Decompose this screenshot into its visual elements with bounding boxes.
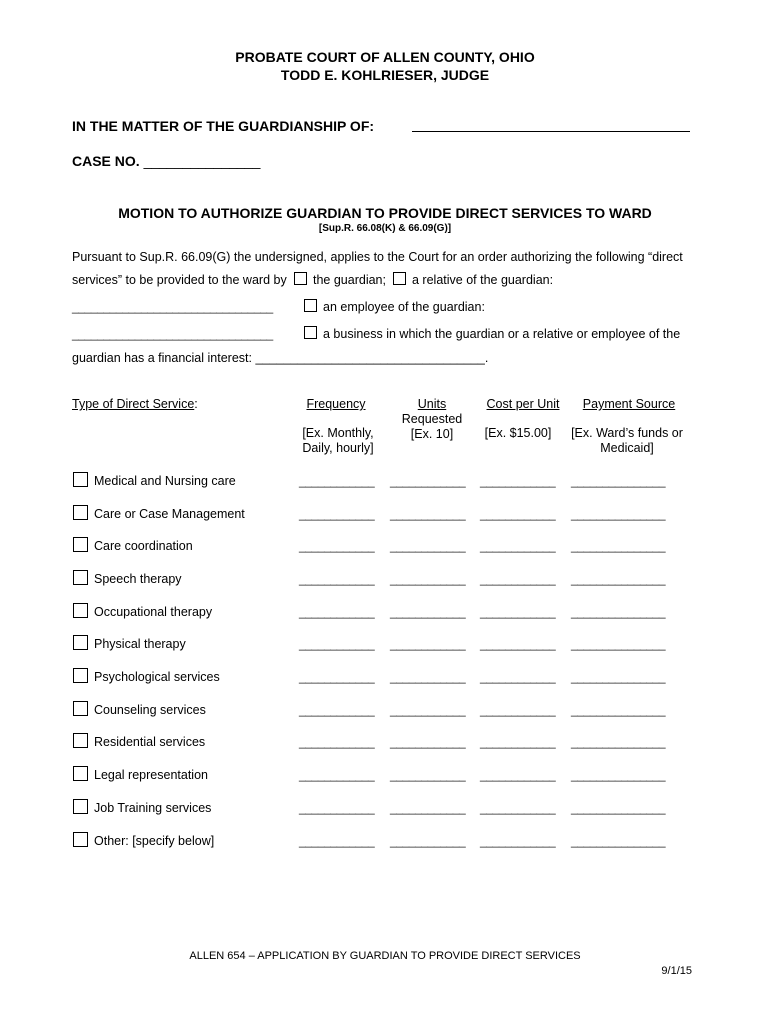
units-field[interactable]: ____________ — [390, 507, 466, 521]
payment-example — [566, 426, 688, 456]
payment-field[interactable]: _______________ — [571, 605, 666, 619]
service-checkbox[interactable] — [73, 472, 88, 487]
cost-field[interactable]: ____________ — [480, 801, 556, 815]
service-checkbox[interactable] — [73, 668, 88, 683]
units-field[interactable]: ____________ — [390, 637, 466, 651]
cost-example-text: [Ex. $15.00] — [484, 426, 552, 440]
frequency-field[interactable]: ____________ — [299, 735, 375, 749]
frequency-header-text: Frequency — [306, 397, 366, 411]
cost-field[interactable]: ____________ — [480, 768, 556, 782]
service-label: Psychological services — [94, 670, 220, 684]
employee-name-field[interactable]: ________________________________ — [72, 300, 273, 314]
employee-checkbox[interactable] — [304, 299, 317, 312]
frequency-header — [296, 397, 376, 412]
cost-field[interactable]: ____________ — [480, 703, 556, 717]
case-number-label — [72, 153, 260, 169]
units-field[interactable]: ____________ — [390, 670, 466, 684]
frequency-field[interactable]: ____________ — [299, 670, 375, 684]
units-header-line1: Units — [417, 397, 447, 411]
payment-field[interactable]: _______________ — [571, 572, 666, 586]
units-field[interactable]: ____________ — [390, 605, 466, 619]
payment-example-line1: [Ex. Ward’s funds or — [571, 426, 683, 440]
units-field[interactable]: ____________ — [390, 834, 466, 848]
payment-example-line2: Medicaid] — [600, 441, 654, 455]
payment-header — [566, 397, 692, 412]
relative-checkbox[interactable] — [393, 272, 406, 285]
units-field[interactable]: ____________ — [390, 801, 466, 815]
service-label: Other: [specify below] — [94, 834, 215, 848]
service-label: Medical and Nursing care — [94, 474, 236, 488]
case-number-field[interactable]: _______________ — [143, 153, 261, 169]
frequency-field[interactable]: ____________ — [299, 507, 375, 521]
service-label: Care coordination — [94, 539, 193, 553]
payment-header-text: Payment Source — [582, 397, 676, 411]
type-header — [72, 397, 198, 411]
frequency-field[interactable]: ____________ — [299, 572, 375, 586]
service-checkbox[interactable] — [73, 766, 88, 781]
judge-name: TODD E. KOHLRIESER, JUDGE — [280, 67, 490, 83]
cost-header — [476, 397, 570, 412]
units-field[interactable]: ____________ — [390, 768, 466, 782]
cost-field[interactable]: ____________ — [480, 735, 556, 749]
units-field[interactable]: ____________ — [390, 539, 466, 553]
service-checkbox[interactable] — [73, 603, 88, 618]
frequency-field[interactable]: ____________ — [299, 768, 375, 782]
units-field[interactable]: ____________ — [390, 474, 466, 488]
service-checkbox[interactable] — [73, 733, 88, 748]
cost-field[interactable]: ____________ — [480, 539, 556, 553]
relative-option-label: a relative of the guardian: — [412, 273, 554, 287]
cost-header-text: Cost per Unit — [486, 397, 560, 411]
cost-field[interactable]: ____________ — [480, 507, 556, 521]
units-field[interactable]: ____________ — [390, 703, 466, 717]
employee-option-label: an employee of the guardian: — [323, 300, 485, 314]
payment-field[interactable]: _______________ — [571, 539, 666, 553]
units-example: [Ex. 10] — [410, 427, 454, 441]
cost-field[interactable]: ____________ — [480, 572, 556, 586]
financial-interest-line: guardian has a financial interest: _________________________________. — [72, 351, 489, 365]
frequency-field[interactable]: ____________ — [299, 801, 375, 815]
frequency-field[interactable]: ____________ — [299, 834, 375, 848]
frequency-field[interactable]: ____________ — [299, 539, 375, 553]
frequency-field[interactable]: ____________ — [299, 474, 375, 488]
service-label: Care or Case Management — [94, 507, 245, 521]
frequency-example-line1: [Ex. Monthly, — [302, 426, 374, 440]
business-name-field[interactable]: ________________________________ — [72, 327, 273, 341]
payment-field[interactable]: _______________ — [571, 768, 666, 782]
frequency-field[interactable]: ____________ — [299, 637, 375, 651]
payment-field[interactable]: _______________ — [571, 474, 666, 488]
service-label: Counseling services — [94, 703, 206, 717]
payment-field[interactable]: _______________ — [571, 670, 666, 684]
units-header-line2: Requested — [401, 412, 463, 426]
service-label: Occupational therapy — [94, 605, 213, 619]
cost-field[interactable]: ____________ — [480, 605, 556, 619]
service-checkbox[interactable] — [73, 570, 88, 585]
cost-field[interactable]: ____________ — [480, 474, 556, 488]
service-label: Physical therapy — [94, 637, 186, 651]
motion-rule: [Sup.R. 66.08(K) & 66.09(G)] — [318, 223, 452, 234]
guardian-option-label: the guardian; — [313, 273, 386, 287]
form-name-footer: ALLEN 654 – APPLICATION BY GUARDIAN TO PROVIDE DIRECT SERVICES — [189, 950, 581, 962]
paragraph-line-2: services” to be provided to the ward by — [72, 273, 287, 287]
service-label: Legal representation — [94, 768, 208, 782]
units-field[interactable]: ____________ — [390, 735, 466, 749]
service-label: Speech therapy — [94, 572, 182, 586]
form-date: 9/1/15 — [661, 965, 692, 977]
business-checkbox[interactable] — [304, 326, 317, 339]
business-option-label: a business in which the guardian or a relative or employee of the — [323, 327, 681, 341]
guardian-checkbox[interactable] — [294, 272, 307, 285]
frequency-example-line2: Daily, hourly] — [302, 441, 374, 455]
service-label: Residential services — [94, 735, 206, 749]
service-checkbox[interactable] — [73, 701, 88, 716]
payment-field[interactable]: _______________ — [571, 801, 666, 815]
paragraph-line-1: Pursuant to Sup.R. 66.09(G) the undersigned, applies to the Court for an order authorizing the following “direct — [72, 250, 683, 264]
type-header-colon: : — [194, 397, 198, 411]
frequency-field[interactable]: ____________ — [299, 703, 375, 717]
court-name: PROBATE COURT OF ALLEN COUNTY, OHIO — [235, 49, 535, 65]
payment-field[interactable]: _______________ — [571, 735, 666, 749]
service-checkbox[interactable] — [73, 832, 88, 847]
payment-field[interactable]: _______________ — [571, 703, 666, 717]
service-checkbox[interactable] — [73, 799, 88, 814]
payment-field[interactable]: _______________ — [571, 637, 666, 651]
type-header-text: Type of Direct Service — [72, 397, 195, 411]
cost-field[interactable]: ____________ — [480, 670, 556, 684]
case-label: CASE NO. — [72, 153, 140, 169]
cost-field[interactable]: ____________ — [480, 834, 556, 848]
service-checkbox[interactable] — [73, 635, 88, 650]
guardianship-label: IN THE MATTER OF THE GUARDIANSHIP OF: — [72, 118, 375, 134]
service-checkbox[interactable] — [73, 505, 88, 520]
service-label: Job Training services — [94, 801, 212, 815]
cost-field[interactable]: ____________ — [480, 637, 556, 651]
units-field[interactable]: ____________ — [390, 572, 466, 586]
frequency-field[interactable]: ____________ — [299, 605, 375, 619]
payment-field[interactable]: _______________ — [571, 834, 666, 848]
motion-title: MOTION TO AUTHORIZE GUARDIAN TO PROVIDE DIRECT SERVICES TO WARD — [118, 205, 652, 221]
units-header — [392, 397, 472, 442]
service-checkbox[interactable] — [73, 537, 88, 552]
cost-example — [476, 426, 560, 441]
payment-field[interactable]: _______________ — [571, 507, 666, 521]
frequency-example — [290, 426, 386, 456]
ward-name-field[interactable] — [412, 131, 690, 132]
